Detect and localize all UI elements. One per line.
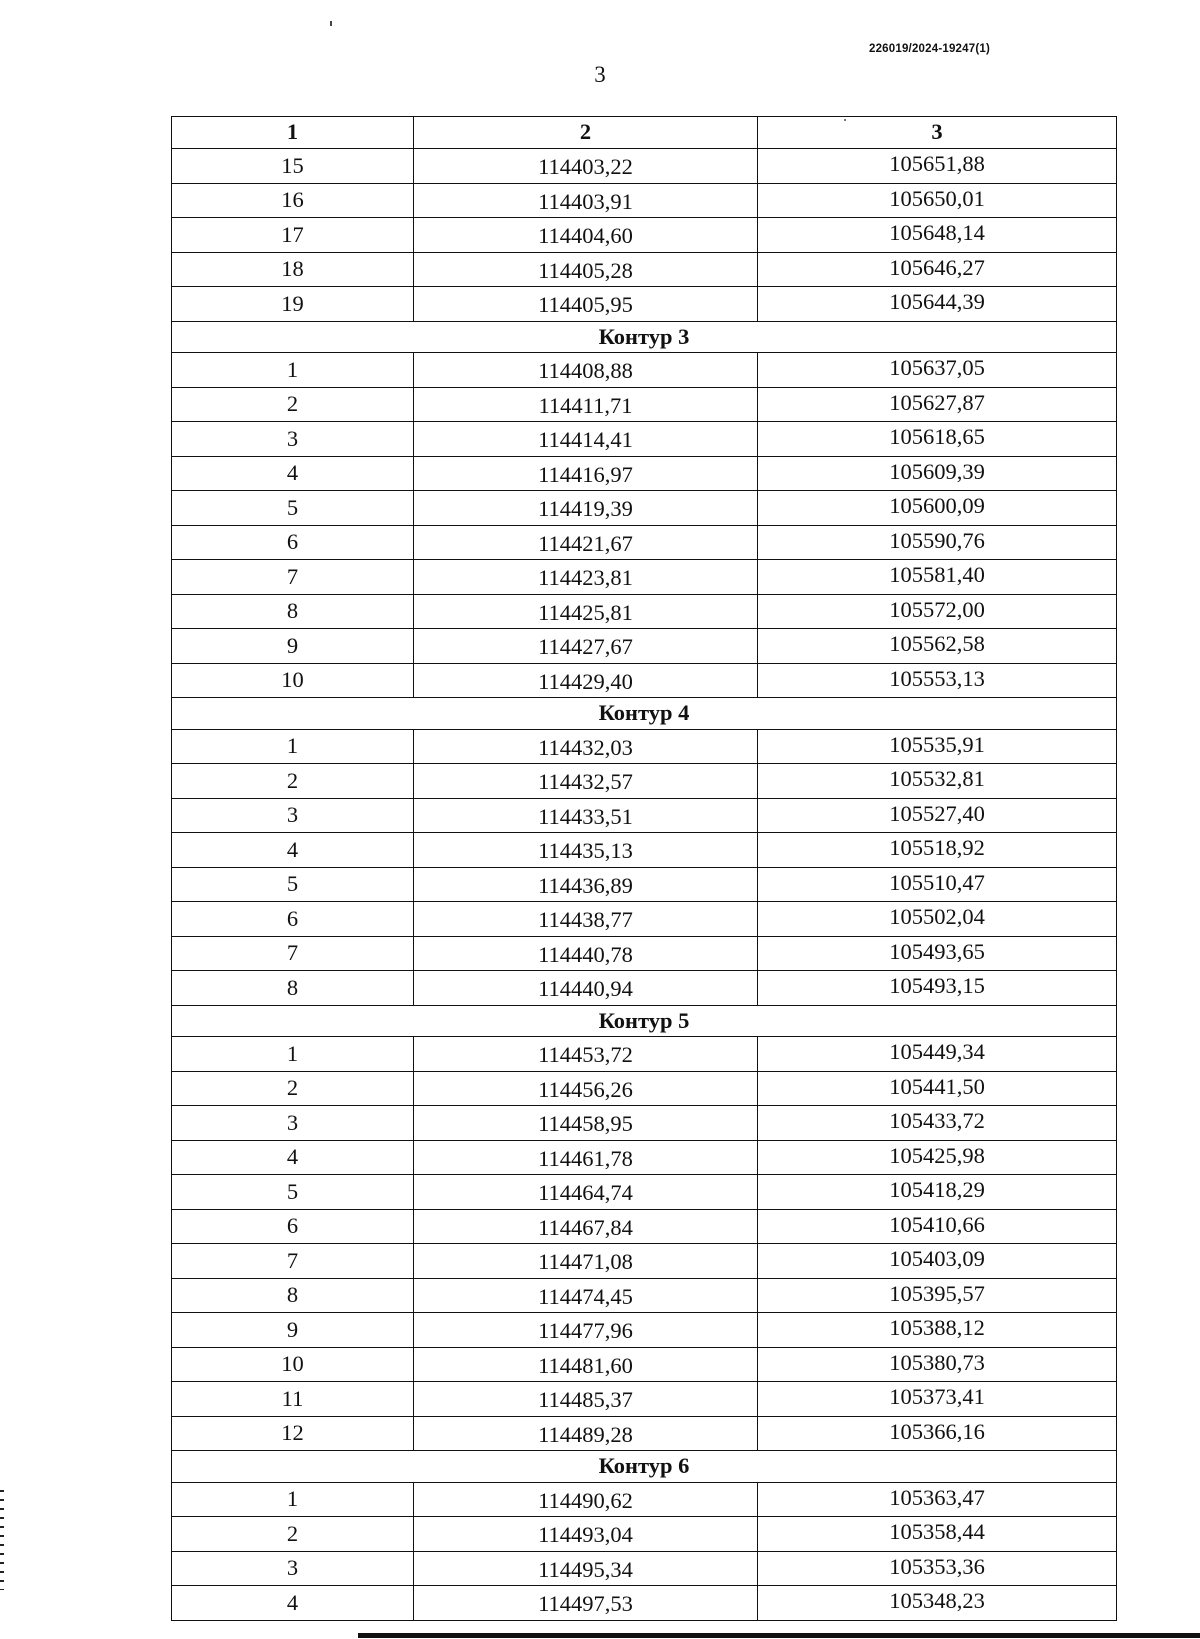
x-coordinate-cell: 114436,89 xyxy=(414,867,758,902)
point-number-cell: 4 xyxy=(172,456,414,491)
table-row xyxy=(172,1416,1117,1451)
point-number-cell: 8 xyxy=(172,594,414,629)
table-body xyxy=(172,149,1117,1621)
table-row xyxy=(172,287,1117,322)
x-coordinate-cell: 114461,78 xyxy=(414,1140,758,1175)
x-coordinate-cell: 114421,67 xyxy=(414,525,758,560)
coordinates-table xyxy=(171,116,1117,1621)
y-coordinate-cell: 105527,40 xyxy=(758,798,1117,833)
table-row xyxy=(172,525,1117,560)
x-coordinate-cell: 114493,04 xyxy=(414,1517,758,1552)
x-coordinate-cell: 114425,81 xyxy=(414,594,758,629)
point-number-cell: 12 xyxy=(172,1416,414,1451)
column-header: 1 xyxy=(172,117,414,149)
y-coordinate-cell: 105449,34 xyxy=(758,1037,1117,1072)
point-number-cell: 5 xyxy=(172,867,414,902)
point-number-cell: 4 xyxy=(172,1140,414,1175)
x-coordinate-cell: 114481,60 xyxy=(414,1347,758,1382)
point-number-cell: 9 xyxy=(172,629,414,664)
table-row xyxy=(172,867,1117,902)
point-number-cell: 3 xyxy=(172,422,414,457)
table-row xyxy=(172,833,1117,868)
point-number-cell: 7 xyxy=(172,560,414,595)
x-coordinate-cell: 114495,34 xyxy=(414,1551,758,1586)
point-number-cell: 2 xyxy=(172,764,414,799)
y-coordinate-cell: 105366,16 xyxy=(758,1416,1117,1451)
section-title: Контур 5 xyxy=(172,1005,1117,1037)
scan-speck xyxy=(330,21,332,26)
x-coordinate-cell: 114433,51 xyxy=(414,798,758,833)
table-header-row xyxy=(172,117,1117,149)
y-coordinate-cell: 105493,65 xyxy=(758,936,1117,971)
x-coordinate-cell: 114467,84 xyxy=(414,1209,758,1244)
table-row xyxy=(172,218,1117,253)
table-row xyxy=(172,1071,1117,1106)
point-number-cell: 10 xyxy=(172,663,414,698)
table-row xyxy=(172,387,1117,422)
point-number-cell: 2 xyxy=(172,387,414,422)
x-coordinate-cell: 114405,95 xyxy=(414,287,758,322)
table-row xyxy=(172,1037,1117,1072)
table-row xyxy=(172,1175,1117,1210)
x-coordinate-cell: 114419,39 xyxy=(414,491,758,526)
y-coordinate-cell: 105650,01 xyxy=(758,183,1117,218)
x-coordinate-cell: 114474,45 xyxy=(414,1278,758,1313)
table-row xyxy=(172,663,1117,698)
table-row xyxy=(172,353,1117,388)
table-row xyxy=(172,1209,1117,1244)
point-number-cell: 3 xyxy=(172,1551,414,1586)
table-row xyxy=(172,456,1117,491)
x-coordinate-cell: 114408,88 xyxy=(414,353,758,388)
y-coordinate-cell: 105380,73 xyxy=(758,1347,1117,1382)
section-title: Контур 4 xyxy=(172,698,1117,730)
x-coordinate-cell: 114477,96 xyxy=(414,1313,758,1348)
point-number-cell: 17 xyxy=(172,218,414,253)
section-row xyxy=(172,321,1117,353)
y-coordinate-cell: 105562,58 xyxy=(758,629,1117,664)
point-number-cell: 8 xyxy=(172,1278,414,1313)
table-row xyxy=(172,971,1117,1006)
x-coordinate-cell: 114404,60 xyxy=(414,218,758,253)
point-number-cell: 1 xyxy=(172,1482,414,1517)
table-row xyxy=(172,1140,1117,1175)
x-coordinate-cell: 114432,03 xyxy=(414,729,758,764)
point-number-cell: 9 xyxy=(172,1313,414,1348)
document-id: 226019/2024-19247(1) xyxy=(868,43,990,55)
section-row xyxy=(172,1451,1117,1483)
x-coordinate-cell: 114403,91 xyxy=(414,183,758,218)
y-coordinate-cell: 105572,00 xyxy=(758,594,1117,629)
point-number-cell: 8 xyxy=(172,971,414,1006)
scan-edge-marks xyxy=(0,1490,4,1590)
y-coordinate-cell: 105510,47 xyxy=(758,867,1117,902)
table-row xyxy=(172,1313,1117,1348)
point-number-cell: 3 xyxy=(172,798,414,833)
y-coordinate-cell: 105618,65 xyxy=(758,422,1117,457)
table-row xyxy=(172,798,1117,833)
y-coordinate-cell: 105418,29 xyxy=(758,1175,1117,1210)
table-row xyxy=(172,1517,1117,1552)
y-coordinate-cell: 105553,13 xyxy=(758,663,1117,698)
table-row xyxy=(172,1278,1117,1313)
point-number-cell: 5 xyxy=(172,491,414,526)
section-title: Контур 3 xyxy=(172,321,1117,353)
table-row xyxy=(172,1347,1117,1382)
y-coordinate-cell: 105388,12 xyxy=(758,1313,1117,1348)
x-coordinate-cell: 114403,22 xyxy=(414,149,758,184)
point-number-cell: 11 xyxy=(172,1382,414,1417)
section-row xyxy=(172,1005,1117,1037)
table-row xyxy=(172,183,1117,218)
point-number-cell: 7 xyxy=(172,936,414,971)
x-coordinate-cell: 114490,62 xyxy=(414,1482,758,1517)
x-coordinate-cell: 114435,13 xyxy=(414,833,758,868)
x-coordinate-cell: 114411,71 xyxy=(414,387,758,422)
x-coordinate-cell: 114440,94 xyxy=(414,971,758,1006)
table-row xyxy=(172,1382,1117,1417)
point-number-cell: 2 xyxy=(172,1517,414,1552)
point-number-cell: 1 xyxy=(172,1037,414,1072)
y-coordinate-cell: 105441,50 xyxy=(758,1071,1117,1106)
y-coordinate-cell: 105627,87 xyxy=(758,387,1117,422)
y-coordinate-cell: 105403,09 xyxy=(758,1244,1117,1279)
x-coordinate-cell: 114489,28 xyxy=(414,1416,758,1451)
x-coordinate-cell: 114414,41 xyxy=(414,422,758,457)
x-coordinate-cell: 114453,72 xyxy=(414,1037,758,1072)
y-coordinate-cell: 105609,39 xyxy=(758,456,1117,491)
x-coordinate-cell: 114456,26 xyxy=(414,1071,758,1106)
table-row xyxy=(172,1586,1117,1621)
point-number-cell: 15 xyxy=(172,149,414,184)
y-coordinate-cell: 105644,39 xyxy=(758,287,1117,322)
y-coordinate-cell: 105425,98 xyxy=(758,1140,1117,1175)
point-number-cell: 6 xyxy=(172,902,414,937)
y-coordinate-cell: 105646,27 xyxy=(758,252,1117,287)
y-coordinate-cell: 105353,36 xyxy=(758,1551,1117,1586)
x-coordinate-cell: 114438,77 xyxy=(414,902,758,937)
x-coordinate-cell: 114440,78 xyxy=(414,936,758,971)
y-coordinate-cell: 105410,66 xyxy=(758,1209,1117,1244)
point-number-cell: 5 xyxy=(172,1175,414,1210)
x-coordinate-cell: 114485,37 xyxy=(414,1382,758,1417)
y-coordinate-cell: 105373,41 xyxy=(758,1382,1117,1417)
table-row xyxy=(172,936,1117,971)
x-coordinate-cell: 114405,28 xyxy=(414,252,758,287)
table-row xyxy=(172,1551,1117,1586)
table-row xyxy=(172,1244,1117,1279)
x-coordinate-cell: 114416,97 xyxy=(414,456,758,491)
point-number-cell: 2 xyxy=(172,1071,414,1106)
y-coordinate-cell: 105532,81 xyxy=(758,764,1117,799)
y-coordinate-cell: 105358,44 xyxy=(758,1517,1117,1552)
table-row xyxy=(172,902,1117,937)
x-coordinate-cell: 114432,57 xyxy=(414,764,758,799)
x-coordinate-cell: 114471,08 xyxy=(414,1244,758,1279)
point-number-cell: 16 xyxy=(172,183,414,218)
table-row xyxy=(172,149,1117,184)
y-coordinate-cell: 105581,40 xyxy=(758,560,1117,595)
x-coordinate-cell: 114427,67 xyxy=(414,629,758,664)
x-coordinate-cell: 114423,81 xyxy=(414,560,758,595)
y-coordinate-cell: 105348,23 xyxy=(758,1586,1117,1621)
scan-bottom-rule xyxy=(358,1633,1200,1638)
point-number-cell: 1 xyxy=(172,353,414,388)
point-number-cell: 18 xyxy=(172,252,414,287)
table-row xyxy=(172,422,1117,457)
y-coordinate-cell: 105395,57 xyxy=(758,1278,1117,1313)
point-number-cell: 4 xyxy=(172,1586,414,1621)
column-header: 3 xyxy=(758,117,1117,149)
section-row xyxy=(172,698,1117,730)
point-number-cell: 7 xyxy=(172,1244,414,1279)
point-number-cell: 3 xyxy=(172,1106,414,1141)
table-row xyxy=(172,560,1117,595)
y-coordinate-cell: 105637,05 xyxy=(758,353,1117,388)
table-row xyxy=(172,491,1117,526)
point-number-cell: 10 xyxy=(172,1347,414,1382)
table-row xyxy=(172,252,1117,287)
point-number-cell: 1 xyxy=(172,729,414,764)
y-coordinate-cell: 105651,88 xyxy=(758,149,1117,184)
y-coordinate-cell: 105535,91 xyxy=(758,729,1117,764)
point-number-cell: 6 xyxy=(172,1209,414,1244)
section-title: Контур 6 xyxy=(172,1451,1117,1483)
page-number: 3 xyxy=(594,62,606,87)
x-coordinate-cell: 114464,74 xyxy=(414,1175,758,1210)
y-coordinate-cell: 105363,47 xyxy=(758,1482,1117,1517)
point-number-cell: 4 xyxy=(172,833,414,868)
y-coordinate-cell: 105590,76 xyxy=(758,525,1117,560)
y-coordinate-cell: 105648,14 xyxy=(758,218,1117,253)
table-row xyxy=(172,1106,1117,1141)
point-number-cell: 19 xyxy=(172,287,414,322)
y-coordinate-cell: 105433,72 xyxy=(758,1106,1117,1141)
y-coordinate-cell: 105518,92 xyxy=(758,833,1117,868)
y-coordinate-cell: 105502,04 xyxy=(758,902,1117,937)
table-row xyxy=(172,594,1117,629)
y-coordinate-cell: 105600,09 xyxy=(758,491,1117,526)
x-coordinate-cell: 114429,40 xyxy=(414,663,758,698)
column-header: 2 xyxy=(414,117,758,149)
table-row xyxy=(172,729,1117,764)
table-row xyxy=(172,764,1117,799)
x-coordinate-cell: 114458,95 xyxy=(414,1106,758,1141)
table-row xyxy=(172,1482,1117,1517)
table-row xyxy=(172,629,1117,664)
x-coordinate-cell: 114497,53 xyxy=(414,1586,758,1621)
point-number-cell: 6 xyxy=(172,525,414,560)
y-coordinate-cell: 105493,15 xyxy=(758,971,1117,1006)
